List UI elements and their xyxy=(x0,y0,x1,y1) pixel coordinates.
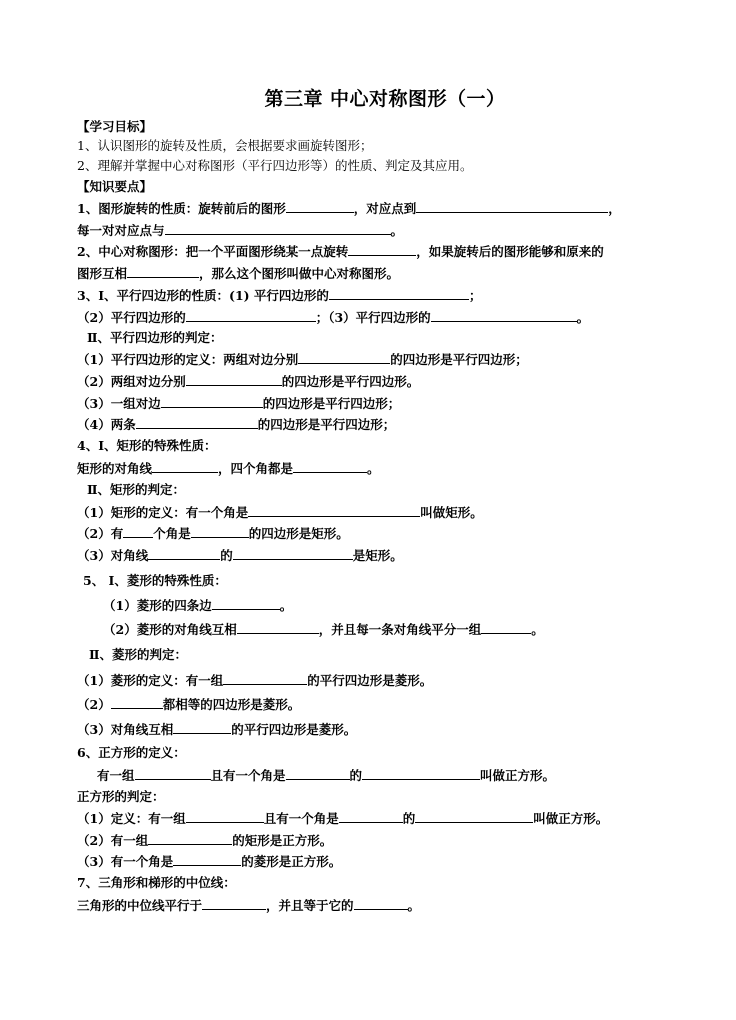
point-3-section-2-heading: Ⅱ、平行四边形的判定： xyxy=(87,330,223,345)
text: 三角形的中位线平行于 xyxy=(77,898,203,913)
text: 个角是 xyxy=(153,526,191,541)
answer-blank[interactable] xyxy=(111,696,163,709)
page-title: 第三章 中心对称图形（一） xyxy=(264,88,506,110)
answer-blank[interactable] xyxy=(233,547,353,560)
text: （3）对角线 xyxy=(77,548,149,563)
answer-blank[interactable] xyxy=(186,373,282,386)
point-3-item-2 xyxy=(77,373,419,390)
text: 1、图形旋转的性质：旋转前后的图形 xyxy=(77,201,286,216)
text: （2）有 xyxy=(77,526,124,541)
answer-blank[interactable] xyxy=(339,810,403,823)
text: （2）平行四边形的 xyxy=(77,310,186,325)
text: 且有一个角是 xyxy=(210,768,286,783)
text: （1）菱形的四条边 xyxy=(103,598,212,613)
points-heading: 【知识要点】 xyxy=(77,179,153,194)
point-4-heading: 4、Ⅰ、矩形的特殊性质： xyxy=(77,438,217,453)
goals-heading: 【学习目标】 xyxy=(77,119,153,134)
text: 有一组 xyxy=(97,768,135,783)
text: ，四个角都是 xyxy=(218,461,294,476)
text: ； xyxy=(468,288,482,303)
text: （3）一组对边 xyxy=(77,396,161,411)
answer-blank[interactable] xyxy=(223,672,307,685)
answer-blank[interactable] xyxy=(329,287,469,300)
text: 的四边形是平行四边形； xyxy=(257,417,396,432)
text: 。 xyxy=(531,622,544,637)
text: 且有一个角是 xyxy=(263,811,339,826)
text: 图形互相 xyxy=(77,266,128,281)
text: 叫做矩形。 xyxy=(420,505,483,520)
text: 。 xyxy=(576,310,590,325)
point-3-item-4 xyxy=(77,416,395,433)
goal-item-2: 2、理解并掌握中心对称图形（平行四边形等）的性质、判定及其应用。 xyxy=(77,158,473,173)
text: ，对应点到 xyxy=(353,201,417,216)
point-5-section-2-heading: Ⅱ、菱形的判定： xyxy=(89,647,188,662)
point-4-section-2-heading: Ⅱ、矩形的判定： xyxy=(87,482,186,497)
point-5-item-3 xyxy=(77,721,356,738)
answer-blank[interactable] xyxy=(135,767,211,780)
point-2-line-2 xyxy=(77,265,399,282)
answer-blank[interactable] xyxy=(173,853,241,866)
answer-blank[interactable] xyxy=(212,597,280,610)
text: （1）菱形的定义：有一组 xyxy=(77,673,224,688)
answer-blank[interactable] xyxy=(286,767,350,780)
answer-blank[interactable] xyxy=(362,767,480,780)
text: ；（3）平行四边形的 xyxy=(315,310,431,325)
text: ，那么这个图形叫做中心对称图形。 xyxy=(199,266,400,281)
answer-blank[interactable] xyxy=(136,416,258,429)
text: 都相等的四边形是菱形。 xyxy=(162,697,301,712)
text: （2）有一组 xyxy=(77,833,149,848)
answer-blank[interactable] xyxy=(298,351,390,364)
point-4-item-3 xyxy=(77,547,403,564)
answer-blank[interactable] xyxy=(191,525,249,538)
text: ， xyxy=(608,201,621,216)
point-6-item-3 xyxy=(77,853,341,870)
point-4-line-1 xyxy=(77,460,380,477)
point-3-line-1 xyxy=(77,287,481,304)
answer-blank[interactable] xyxy=(354,897,408,910)
text: 的 xyxy=(402,811,416,826)
answer-blank[interactable] xyxy=(148,832,232,845)
text: 的矩形是正方形。 xyxy=(232,833,333,848)
text: （4）两条 xyxy=(77,417,136,432)
text: 。 xyxy=(390,223,404,238)
text: 。 xyxy=(407,898,421,913)
text: 3、Ⅰ、平行四边形的性质：(1) 平行四边形的 xyxy=(77,288,329,303)
answer-blank[interactable] xyxy=(431,309,577,322)
text: 每一对对应点与 xyxy=(77,223,165,238)
answer-blank[interactable] xyxy=(186,309,316,322)
point-3-item-3 xyxy=(77,395,400,412)
point-5-heading: 5、 Ⅰ、菱形的特殊性质： xyxy=(83,573,227,588)
point-5-item-1 xyxy=(77,672,432,689)
text: （1）平行四边形的定义：两组对边分别 xyxy=(77,352,299,367)
point-7-heading: 7、三角形和梯形的中位线： xyxy=(77,875,236,890)
point-6-item-2 xyxy=(77,832,332,849)
text: 。 xyxy=(279,598,293,613)
answer-blank[interactable] xyxy=(123,525,153,538)
point-4-item-1 xyxy=(77,504,483,521)
point-5-line-2 xyxy=(103,621,544,638)
point-5-item-2 xyxy=(77,696,300,713)
text: 的四边形是平行四边形； xyxy=(390,352,528,367)
text: （3）对角线互相 xyxy=(77,722,174,737)
text: ，如果旋转后的图形能够和原来的 xyxy=(416,244,604,259)
text: ，并且等于它的 xyxy=(266,898,354,913)
point-7-line-1 xyxy=(77,897,420,914)
text: （1）矩形的定义：有一个角是 xyxy=(77,505,249,520)
point-3-line-2 xyxy=(77,309,589,326)
point-2-line-1 xyxy=(77,243,604,260)
point-1-line-2 xyxy=(77,222,403,239)
text: （2）菱形的对角线互相 xyxy=(103,622,237,637)
answer-blank[interactable] xyxy=(127,265,199,278)
goal-item-1: 1、认识图形的旋转及性质，会根据要求画旋转图形； xyxy=(77,138,373,153)
text: 的四边形是平行四边形。 xyxy=(281,374,420,389)
text: ，并且每一条对角线平分一组 xyxy=(318,622,482,637)
text: 的四边形是平行四边形； xyxy=(262,396,401,411)
text: 2、中心对称图形：把一个平面图形绕某一点旋转 xyxy=(77,244,349,259)
point-4-item-2 xyxy=(77,525,349,542)
answer-blank[interactable] xyxy=(348,243,416,256)
answer-blank[interactable] xyxy=(415,810,533,823)
answer-blank[interactable] xyxy=(286,200,354,213)
answer-blank[interactable] xyxy=(293,460,367,473)
answer-blank[interactable] xyxy=(481,621,531,634)
text: 的平行四边形是菱形。 xyxy=(231,722,357,737)
text: （2）两组对边分别 xyxy=(77,374,186,389)
text: 的四边形是矩形。 xyxy=(248,526,349,541)
point-6-heading: 6、正方形的定义： xyxy=(77,745,186,760)
text: 的菱形是正方形。 xyxy=(241,854,342,869)
text: 叫做正方形。 xyxy=(480,768,556,783)
text: 的 xyxy=(349,768,363,783)
text: 的平行四边形是菱形。 xyxy=(307,673,433,688)
text: 的 xyxy=(220,548,233,563)
answer-blank[interactable] xyxy=(248,504,420,517)
point-1-line-1 xyxy=(77,200,621,217)
text: 是矩形。 xyxy=(352,548,403,563)
answer-blank[interactable] xyxy=(161,395,263,408)
answer-blank[interactable] xyxy=(152,460,218,473)
point-6-item-1 xyxy=(77,810,608,827)
answer-blank[interactable] xyxy=(148,547,220,560)
text: （3）有一个角是 xyxy=(77,854,174,869)
point-6-section-2-heading: 正方形的判定： xyxy=(77,789,165,804)
point-6-line-1 xyxy=(97,767,555,784)
point-5-line-1 xyxy=(103,597,292,614)
answer-blank[interactable] xyxy=(202,897,266,910)
text: 矩形的对角线 xyxy=(77,461,153,476)
text: 。 xyxy=(367,461,380,476)
answer-blank[interactable] xyxy=(173,721,231,734)
text: （2） xyxy=(77,697,111,712)
answer-blank[interactable] xyxy=(416,200,608,213)
answer-blank[interactable] xyxy=(165,222,391,235)
answer-blank[interactable] xyxy=(186,810,264,823)
text: 叫做正方形。 xyxy=(533,811,609,826)
answer-blank[interactable] xyxy=(237,621,319,634)
text: （1）定义：有一组 xyxy=(77,811,186,826)
point-3-item-1 xyxy=(77,351,528,368)
